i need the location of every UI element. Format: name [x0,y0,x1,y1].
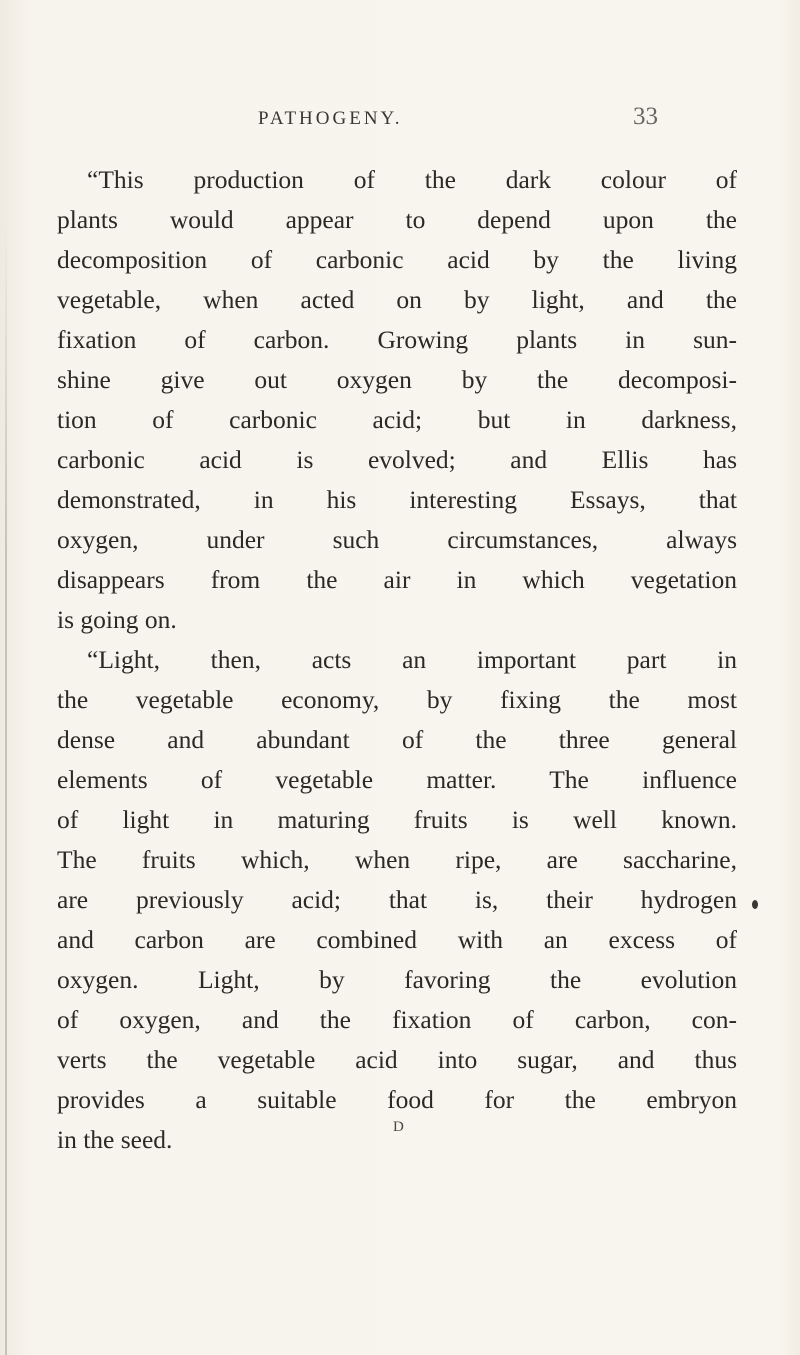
running-title: PATHOGENY. [258,108,403,129]
running-head [258,103,678,138]
ink-speck [752,900,758,909]
text-line: are previously acid; that is, their hydrogen [57,885,737,914]
text-line: tion of carbonic acid; but in darkness, [57,405,737,434]
text-line: the vegetable economy, by fixing the most [57,685,737,714]
page-number: 33 [633,103,658,130]
text-line: fixation of carbon. Growing plants in sun- [57,325,737,354]
signature-mark: D [393,1119,404,1135]
text-line: verts the vegetable acid into sugar, and thus [57,1045,737,1074]
text-line: “Light, then, acts an important part in [87,645,737,674]
text-line: of oxygen, and the fixation of carbon, con- [57,1005,737,1034]
text-line: plants would appear to depend upon the [57,205,737,234]
text-line: of light in maturing fruits is well known. [57,805,737,834]
text-line: shine give out oxygen by the decomposi- [57,365,737,394]
text-line: demonstrated, in his interesting Essays, that [57,485,737,514]
text-line: in the seed. [57,1125,173,1154]
text-line: decomposition of carbonic acid by the living [57,245,737,274]
text-line: “This production of the dark colour of [87,165,737,194]
text-line: oxygen. Light, by favoring the evolution [57,965,737,994]
text-line: elements of vegetable matter. The influence [57,765,737,794]
binding-shadow [5,220,7,1355]
text-line: provides a suitable food for the embryon [57,1085,737,1114]
text-line: vegetable, when acted on by light, and the [57,285,737,314]
text-line: is going on. [57,605,177,634]
text-line: oxygen, under such circumstances, always [57,525,737,554]
text-line: dense and abundant of the three general [57,725,737,754]
text-line: The fruits which, when ripe, are saccharine, [57,845,737,874]
text-line: and carbon are combined with an excess of [57,925,737,954]
body-text [57,160,737,1160]
text-line: disappears from the air in which vegetation [57,565,737,594]
text-line: carbonic acid is evolved; and Ellis has [57,445,737,474]
